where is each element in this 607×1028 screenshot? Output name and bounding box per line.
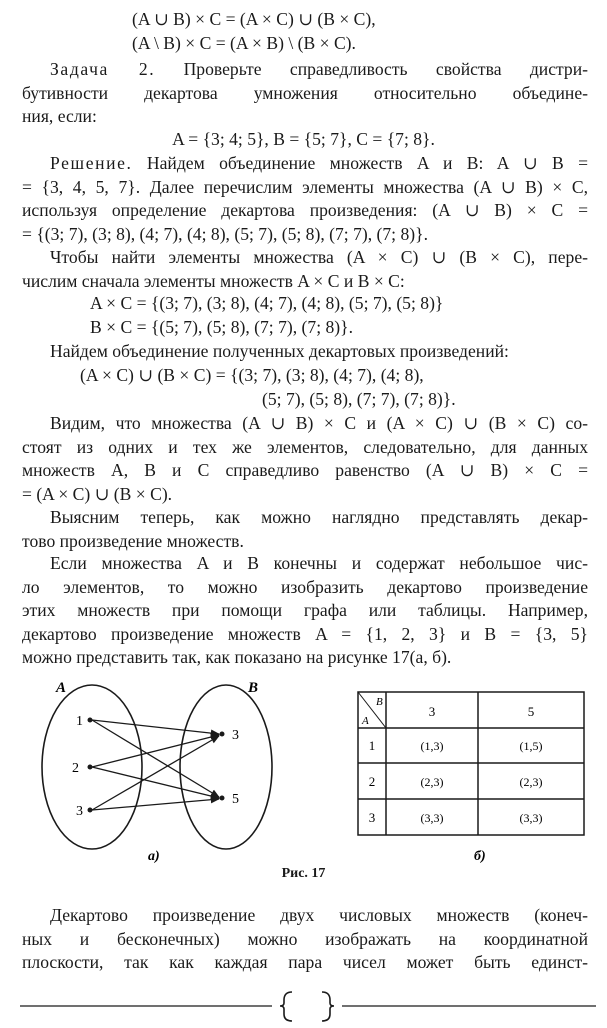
- para6-line-3: этих множеств при помощи графа или таблицы. Например,: [22, 600, 588, 620]
- table-corner-b: B: [376, 696, 383, 708]
- formula-union-distributivity: (A ∪ B) × C = (A × C) ∪ (B × C),: [132, 9, 376, 29]
- paragraph-find-elements: [22, 246, 588, 293]
- table-col-header-3: 3: [428, 704, 436, 719]
- task-line-2: бутивности декартова умножения относительно объедине-: [22, 82, 588, 103]
- b-element-5: 5: [232, 792, 239, 807]
- table-sublabel: б): [474, 849, 486, 864]
- set-b-oval: [180, 685, 272, 849]
- task-sets: A = {3; 4; 5}, B = {5; 7}, C = {7; 8}.: [172, 129, 435, 149]
- a-element-2: 2: [72, 761, 79, 776]
- formula-union-line-1: (A × C) ∪ (B × C) = {(3; 7), (3; 8), (4; 7), (4; 8),: [80, 365, 424, 385]
- formula-b-times-c: B × C = {(5; 7), (5; 8), (7; 7), (7; 8)}.: [90, 317, 353, 337]
- task-line-3: ния, если:: [22, 106, 97, 126]
- solution-line-4: = {(3; 7), (3; 8), (4; 7), (4; 8), (5; 7), (5; 8), (7; 7), (7; 8)}.: [22, 223, 428, 244]
- task-paragraph: [22, 58, 588, 129]
- graph-sublabel: а): [148, 849, 160, 864]
- b-element-3: 3: [232, 728, 239, 743]
- node-a1: [88, 718, 93, 723]
- a-element-1: 1: [76, 714, 83, 729]
- arrow-2-5: [92, 767, 219, 798]
- table-cell: (1,3): [420, 739, 444, 753]
- table-col-header-5: 5: [527, 704, 535, 719]
- node-a3: [88, 808, 93, 813]
- paragraph-union: [22, 340, 588, 364]
- para5-line-1: Выясним теперь, как можно наглядно представлять декар-: [50, 507, 588, 527]
- set-b-label: B: [248, 680, 259, 696]
- para4-line-4: = (A × C) ∪ (B × C).: [22, 483, 173, 504]
- para2-line-2: числим сначала элементы множеств A × C и B × C:: [22, 270, 405, 291]
- arrow-3-5: [92, 799, 219, 810]
- figure-17b-table: [356, 690, 586, 865]
- task-label: Задача 2.: [50, 59, 156, 79]
- para6-line-1: Если множества A и B конечны и содержат небольшое чис-: [50, 553, 588, 573]
- node-a2: [88, 765, 93, 770]
- figure-caption: Рис. 17: [281, 866, 326, 881]
- para2-line-1: Чтобы найти элементы множества (A × C) ∪ (B × C), пере-: [50, 247, 588, 267]
- table-cell: (3,3): [519, 811, 543, 825]
- para7-line-2: ных и бесконечных) можно изображать на координатной: [22, 928, 588, 949]
- table-row-head-3: 3: [368, 810, 376, 825]
- table-corner-a: A: [362, 715, 369, 727]
- page-footer-ornament: [0, 988, 607, 1024]
- formula-a-times-c: A × C = {(3; 7), (3; 8), (4; 7), (4; 8), (5; 7), (5; 8)}: [90, 293, 444, 313]
- solution-line-1: Решение. Найдем объединение множеств A и B: A ∪ B =: [50, 153, 588, 173]
- arrow-2-3: [92, 735, 219, 767]
- para6-line-5: можно представить так, как показано на рисунке 17(а, б).: [22, 647, 452, 667]
- solution-label: Решение.: [50, 153, 133, 173]
- node-b3: [220, 732, 225, 737]
- node-b5: [220, 796, 225, 801]
- paragraph-coordinate-plane: [22, 904, 588, 975]
- para7-line-1: Декартово произведение двух числовых множеств (конеч-: [50, 905, 588, 925]
- table-cell: (1,5): [519, 739, 543, 753]
- para5-line-2: тово произведение множеств.: [22, 530, 244, 551]
- figure-17a-graph: [30, 672, 290, 867]
- formula-union-line-2: (5; 7), (5; 8), (7; 7), (7; 8)}.: [262, 389, 456, 409]
- table-row-head-1: 1: [368, 738, 376, 753]
- para4-line-2: стоят из одних и тех же элементов, следовательно, для данных: [22, 436, 588, 457]
- para3-line-1: Найдем объединение полученных декартовых произведений:: [50, 341, 509, 361]
- table-cell: (2,3): [420, 775, 444, 789]
- formula-difference-distributivity: (A \ B) × C = (A × B) \ (B × C).: [132, 33, 356, 53]
- a-element-3: 3: [76, 804, 83, 819]
- solution-line-2: = {3, 4, 5, 7}. Далее перечислим элементы множества (A ∪ B) × C,: [22, 176, 588, 197]
- para4-line-3: множеств A, B и C справедливо равенство (A ∪ B) × C =: [22, 460, 588, 480]
- set-a-label: A: [56, 680, 67, 696]
- para6-line-2: ло элементов, то можно изобразить декартово произведение: [22, 576, 588, 597]
- table-row-head-2: 2: [368, 774, 376, 789]
- para6-line-4: декартово произведение множеств A = {1, 2, 3} и B = {3, 5}: [22, 623, 588, 644]
- paragraph-example: [22, 552, 588, 670]
- solution-paragraph: [22, 152, 588, 246]
- paragraph-visualize: [22, 506, 588, 553]
- paragraph-conclusion: [22, 412, 588, 506]
- task-line-1: Задача 2. Проверьте справедливость свойства дистри-: [50, 59, 588, 79]
- solution-line-3: используя определение декартова произведения: (A ∪ B) × C =: [22, 200, 588, 220]
- arrow-3-3: [92, 736, 219, 810]
- table-cell: (3,3): [420, 811, 444, 825]
- para4-line-1: Видим, что множества (A ∪ B) × C и (A × C) ∪ (B × C) со-: [50, 413, 588, 433]
- table-cell: (2,3): [519, 775, 543, 789]
- para7-line-3: плоскости, так как каждая пара чисел может быть единст-: [22, 952, 588, 972]
